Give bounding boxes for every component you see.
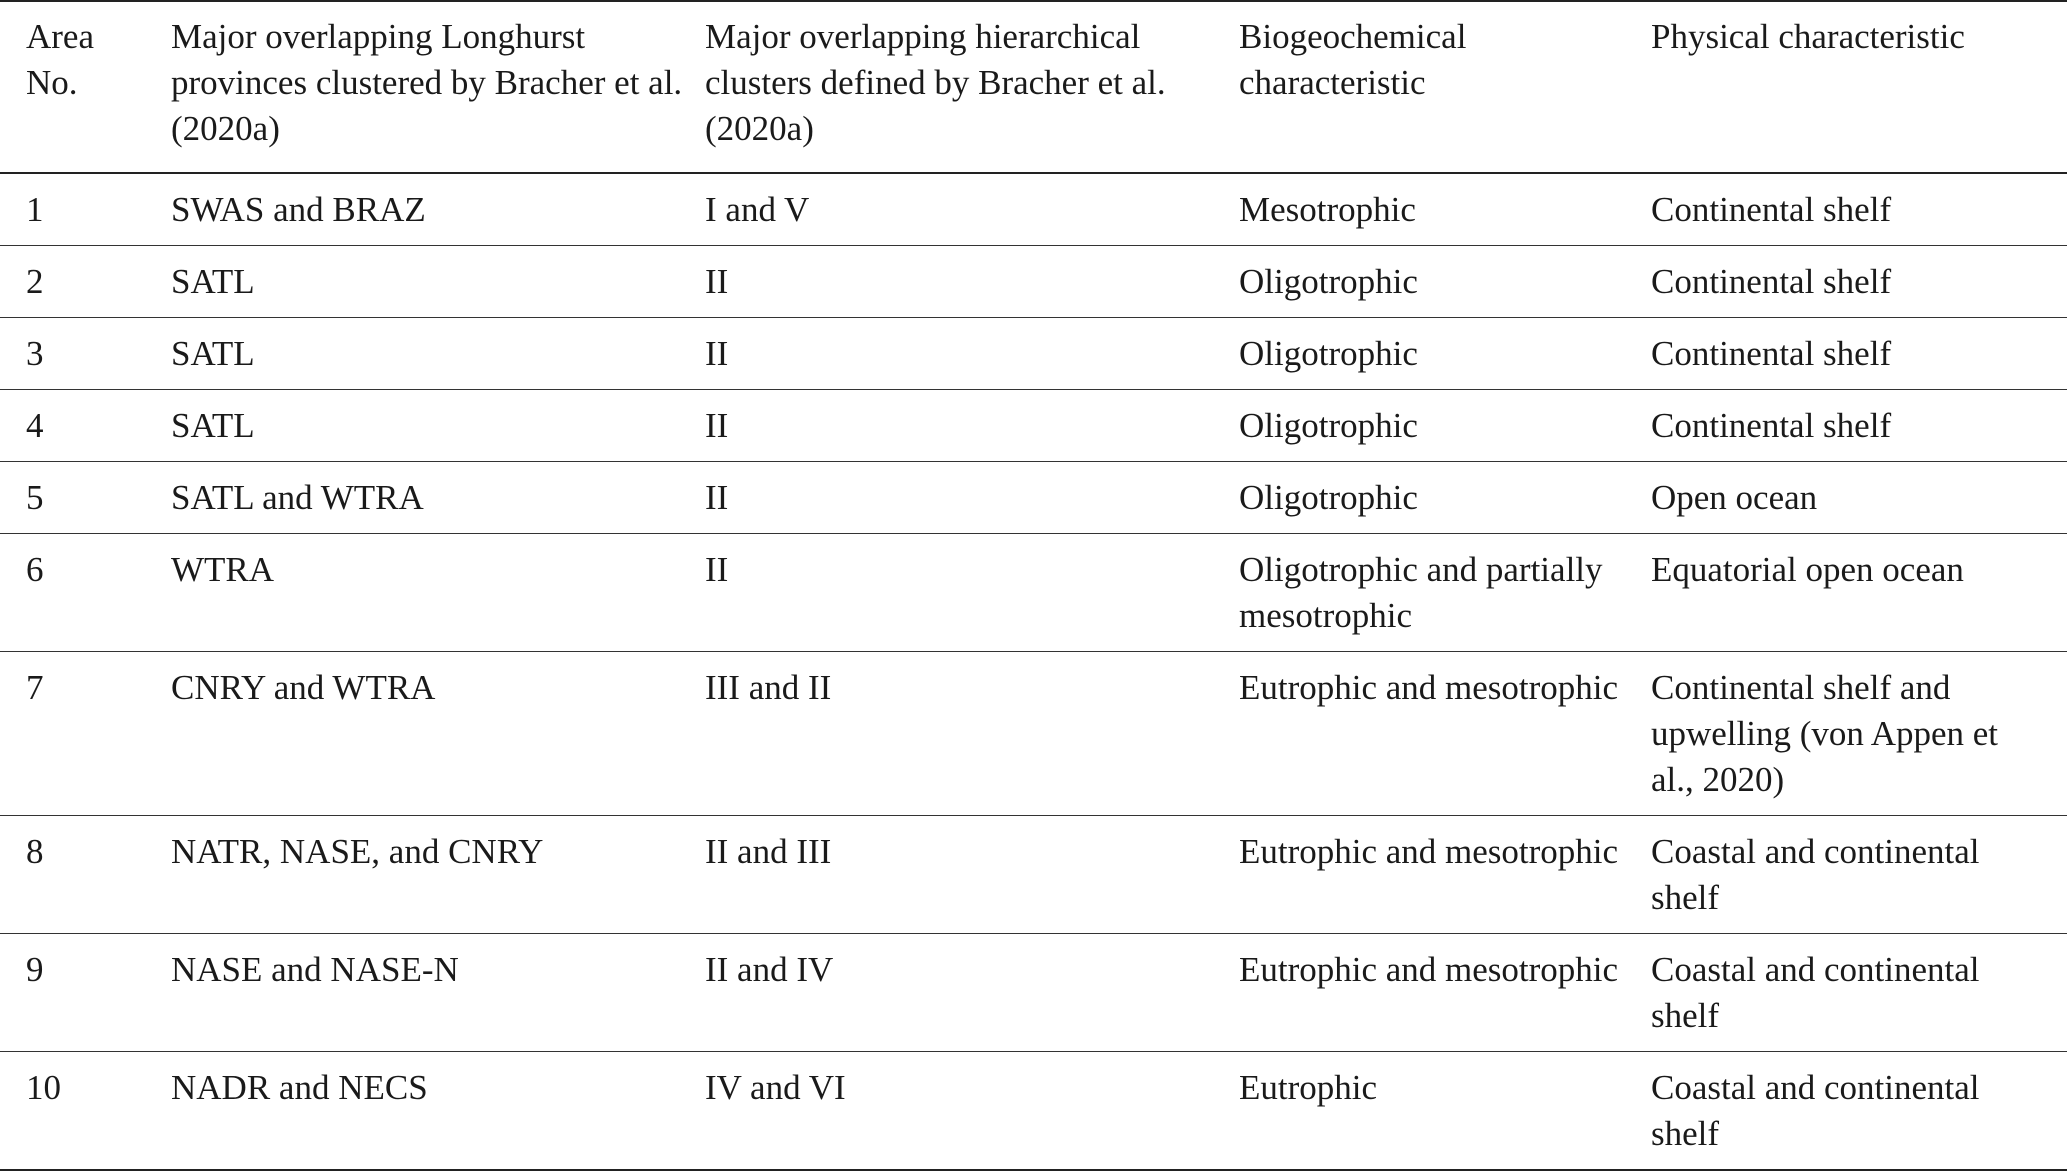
area-no-cell: 1 bbox=[26, 190, 44, 229]
biogeochemical-cell: Oligotrophic bbox=[1239, 334, 1418, 373]
physical-cell: Continental shelf and upwelling (von Appen et al., 2020) bbox=[1651, 668, 1999, 799]
longhurst-provinces-cell: SATL bbox=[171, 334, 255, 373]
table-row bbox=[0, 390, 2067, 462]
table-row bbox=[0, 318, 2067, 390]
table-row bbox=[0, 934, 2067, 1052]
longhurst-provinces-cell: SATL bbox=[171, 406, 255, 445]
area-no-cell: 3 bbox=[26, 334, 44, 373]
table-row bbox=[0, 173, 2067, 246]
hierarchical-clusters-cell: II bbox=[705, 262, 729, 301]
biogeochemical-cell: Oligotrophic bbox=[1239, 262, 1418, 301]
header-physical: Physical characteristic bbox=[1651, 17, 1965, 56]
physical-cell: Continental shelf bbox=[1651, 262, 1892, 301]
header-area-no: Area No. bbox=[26, 17, 95, 102]
biogeochemical-cell: Eutrophic bbox=[1239, 1068, 1378, 1107]
longhurst-provinces-cell: CNRY and WTRA bbox=[171, 668, 436, 707]
area-no-cell: 5 bbox=[26, 478, 44, 517]
header-biogeochemical: Biogeochemical characteristic bbox=[1239, 17, 1467, 102]
longhurst-provinces-cell: SATL and WTRA bbox=[171, 478, 424, 517]
area-no-cell: 8 bbox=[26, 832, 44, 871]
physical-cell: Continental shelf bbox=[1651, 334, 1892, 373]
header-row bbox=[0, 1, 2067, 173]
header-longhurst-provinces: Major overlapping Longhurst provinces clustered by Bracher et al. (2020a) bbox=[171, 17, 683, 148]
hierarchical-clusters-cell: IV and VI bbox=[705, 1068, 846, 1107]
table-row bbox=[0, 652, 2067, 816]
hierarchical-clusters-cell: II bbox=[705, 406, 729, 445]
table-row bbox=[0, 462, 2067, 534]
biogeochemical-cell: Eutrophic and mesotrophic bbox=[1239, 668, 1619, 707]
biogeochemical-cell: Mesotrophic bbox=[1239, 190, 1416, 229]
area-no-cell: 9 bbox=[26, 950, 44, 989]
header-hierarchical-clusters: Major overlapping hierarchical clusters defined by Bracher et al. (2020a) bbox=[705, 17, 1166, 148]
hierarchical-clusters-cell: II and III bbox=[705, 832, 832, 871]
table-row bbox=[0, 246, 2067, 318]
longhurst-provinces-cell: WTRA bbox=[171, 550, 275, 589]
physical-cell: Continental shelf bbox=[1651, 190, 1892, 229]
longhurst-provinces-cell: SATL bbox=[171, 262, 255, 301]
table-row bbox=[0, 534, 2067, 652]
longhurst-provinces-cell: NASE and NASE-N bbox=[171, 950, 459, 989]
physical-cell: Coastal and continental shelf bbox=[1651, 950, 1980, 1035]
area-no-cell: 4 bbox=[26, 406, 44, 445]
hierarchical-clusters-cell: II bbox=[705, 334, 729, 373]
hierarchical-clusters-cell: I and V bbox=[705, 190, 810, 229]
table-row bbox=[0, 1052, 2067, 1171]
physical-cell: Coastal and continental shelf bbox=[1651, 832, 1980, 917]
physical-cell: Coastal and continental shelf bbox=[1651, 1068, 1980, 1153]
physical-cell: Equatorial open ocean bbox=[1651, 550, 1964, 589]
table-body bbox=[0, 173, 2067, 1170]
biogeochemical-cell: Eutrophic and mesotrophic bbox=[1239, 832, 1619, 871]
physical-cell: Open ocean bbox=[1651, 478, 1818, 517]
table-header bbox=[0, 1, 2067, 173]
hierarchical-clusters-cell: II bbox=[705, 478, 729, 517]
biogeochemical-cell: Eutrophic and mesotrophic bbox=[1239, 950, 1619, 989]
longhurst-provinces-cell: SWAS and BRAZ bbox=[171, 190, 426, 229]
biogeochemical-cell: Oligotrophic bbox=[1239, 478, 1418, 517]
hierarchical-clusters-cell: II bbox=[705, 550, 729, 589]
hierarchical-clusters-cell: III and II bbox=[705, 668, 832, 707]
table-row bbox=[0, 816, 2067, 934]
area-no-cell: 7 bbox=[26, 668, 44, 707]
longhurst-provinces-cell: NADR and NECS bbox=[171, 1068, 428, 1107]
area-no-cell: 2 bbox=[26, 262, 44, 301]
hierarchical-clusters-cell: II and IV bbox=[705, 950, 834, 989]
biogeochemical-cell: Oligotrophic bbox=[1239, 406, 1418, 445]
biogeochemical-cell: Oligotrophic and partially mesotrophic bbox=[1239, 550, 1603, 635]
area-no-cell: 10 bbox=[26, 1068, 61, 1107]
area-no-cell: 6 bbox=[26, 550, 44, 589]
physical-cell: Continental shelf bbox=[1651, 406, 1892, 445]
longhurst-provinces-cell: NATR, NASE, and CNRY bbox=[171, 832, 544, 871]
